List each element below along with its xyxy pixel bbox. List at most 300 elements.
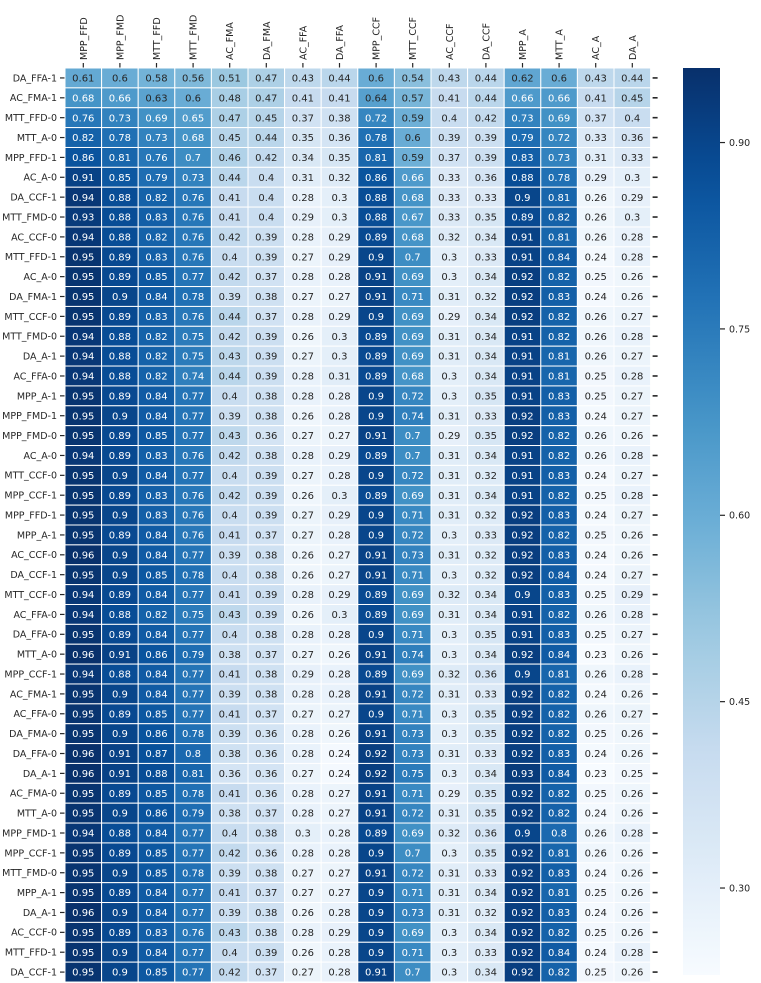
cell-value-label: 0.32	[474, 908, 498, 920]
cell-value-label: 0.69	[401, 331, 424, 343]
cell-value-label: 0.72	[401, 470, 424, 482]
cell-value-label: 0.85	[145, 788, 168, 800]
cell-value-label: 0.4	[258, 192, 275, 204]
cell-value-label: 0.31	[438, 550, 461, 562]
cell-value-label: 0.84	[145, 689, 168, 701]
cell-value-label: 0.83	[145, 451, 168, 463]
cell-value-label: 0.86	[145, 649, 168, 661]
cell-value-label: 0.82	[547, 431, 571, 443]
cell-value-label: 0.88	[364, 192, 388, 204]
cell-value-label: 0.78	[108, 133, 132, 145]
cell-value-label: 0.3	[441, 848, 458, 860]
cell-value-label: 0.9	[368, 470, 385, 482]
cell-value-label: 0.3	[331, 331, 348, 343]
cell-value-label: 0.28	[291, 311, 315, 323]
cell-value-label: 0.89	[108, 431, 132, 443]
cell-value-label: 0.72	[401, 530, 424, 542]
cell-value-label: 0.77	[181, 947, 205, 959]
cell-value-label: 0.91	[511, 351, 534, 363]
cell-value-label: 0.35	[328, 153, 351, 165]
cell-value-label: 0.75	[401, 768, 424, 780]
cell-value-label: 0.26	[291, 490, 315, 502]
cell-value-label: 0.77	[181, 908, 205, 920]
cell-value-label: 0.89	[108, 888, 132, 900]
cell-value-label: 0.35	[474, 729, 498, 741]
cell-value-label: 0.26	[621, 848, 644, 860]
cell-value-label: 0.89	[108, 788, 132, 800]
cell-value-label: 0.95	[72, 888, 95, 900]
cell-value-label: 0.4	[258, 172, 275, 184]
cell-value-label: 0.37	[255, 709, 278, 721]
cell-value-label: 0.28	[291, 788, 315, 800]
cell-value-label: 0.83	[547, 292, 571, 304]
cell-value-label: 0.39	[255, 252, 278, 264]
cell-value-label: 0.74	[401, 411, 424, 423]
cell-value-label: 0.45	[621, 93, 644, 105]
cell-value-label: 0.72	[547, 133, 571, 145]
cell-value-label: 0.27	[621, 629, 644, 641]
cell-value-label: 0.77	[181, 967, 205, 979]
colorbar-tick-label: 0.45	[729, 697, 751, 709]
cell-value-label: 0.76	[181, 451, 205, 463]
cell-value-label: 0.26	[621, 272, 644, 284]
cell-value-label: 0.9	[368, 888, 385, 900]
cell-value-label: 0.26	[291, 947, 315, 959]
cell-value-label: 0.93	[511, 768, 534, 780]
cell-value-label: 0.27	[291, 967, 315, 979]
cell-value-label: 0.91	[364, 272, 388, 284]
cell-value-label: 0.69	[401, 669, 424, 681]
cell-value-label: 0.91	[511, 451, 534, 463]
y-tick-label: MPP_FMD-1	[2, 828, 57, 840]
cell-value-label: 0.76	[181, 192, 205, 204]
cell-value-label: 0.85	[145, 570, 168, 582]
cell-value-label: 0.89	[108, 272, 132, 284]
y-tick-label: AC_FMA-1	[9, 689, 57, 701]
cell-value-label: 0.83	[547, 908, 571, 920]
cell-value-label: 0.43	[218, 610, 241, 622]
cell-value-label: 0.71	[401, 629, 424, 641]
colorbar-tick-label: 0.30	[729, 883, 751, 895]
cell-value-label: 0.29	[328, 510, 351, 522]
cell-value-label: 0.27	[291, 649, 315, 661]
y-tick-label: MPP_FMD-0	[2, 430, 57, 442]
cell-value-label: 0.28	[291, 629, 315, 641]
cell-value-label: 0.83	[145, 311, 168, 323]
cell-value-label: 0.39	[255, 590, 278, 602]
cell-value-label: 0.29	[328, 927, 351, 939]
cell-value-label: 0.27	[291, 868, 315, 880]
cell-value-label: 0.78	[181, 729, 205, 741]
cell-value-label: 0.82	[145, 610, 168, 622]
colorbar-tick-label: 0.90	[729, 137, 751, 149]
cell-value-label: 0.28	[328, 669, 351, 681]
cell-value-label: 0.3	[624, 172, 641, 184]
cell-value-label: 0.77	[181, 550, 205, 562]
cell-value-label: 0.62	[511, 73, 534, 85]
y-tick-label: MTT_FFD-1	[4, 252, 57, 264]
cell-value-label: 0.38	[255, 908, 278, 920]
cell-value-label: 0.94	[72, 331, 95, 343]
cell-value-label: 0.31	[438, 808, 461, 820]
cell-value-label: 0.92	[511, 292, 534, 304]
cell-value-label: 0.9	[111, 947, 128, 959]
cell-value-label: 0.95	[72, 431, 95, 443]
cell-value-label: 0.36	[328, 133, 351, 145]
cell-value-label: 0.82	[547, 729, 571, 741]
cell-value-label: 0.95	[72, 729, 95, 741]
cell-value-label: 0.31	[438, 470, 461, 482]
cell-value-label: 0.27	[291, 351, 315, 363]
cell-value-label: 0.39	[218, 729, 241, 741]
cell-value-label: 0.91	[108, 749, 132, 761]
cell-value-label: 0.27	[621, 709, 644, 721]
cell-value-label: 0.41	[218, 788, 241, 800]
cell-value-label: 0.73	[547, 153, 571, 165]
cell-value-label: 0.45	[255, 113, 278, 125]
cell-value-label: 0.92	[511, 550, 534, 562]
cell-value-label: 0.4	[221, 470, 238, 482]
cell-value-label: 0.35	[474, 431, 498, 443]
cell-value-label: 0.68	[72, 93, 95, 105]
cell-value-label: 0.34	[474, 888, 498, 900]
cell-value-label: 0.94	[72, 669, 95, 681]
cell-value-label: 0.34	[291, 153, 315, 165]
cell-value-label: 0.38	[255, 391, 278, 403]
cell-value-label: 0.31	[438, 331, 461, 343]
cell-value-label: 0.73	[401, 729, 424, 741]
cell-value-label: 0.23	[584, 768, 607, 780]
cell-value-label: 0.91	[511, 391, 534, 403]
cell-value-label: 0.7	[404, 967, 421, 979]
cell-value-label: 0.83	[145, 927, 168, 939]
cell-value-label: 0.84	[145, 669, 168, 681]
cell-value-label: 0.39	[255, 510, 278, 522]
cell-value-label: 0.36	[255, 788, 278, 800]
cell-value-label: 0.26	[584, 311, 607, 323]
y-tick-label: MTT_CCF-0	[4, 311, 57, 323]
cell-value-label: 0.73	[108, 113, 132, 125]
cell-value-label: 0.24	[584, 868, 607, 880]
cell-value-label: 0.95	[72, 292, 95, 304]
cell-value-label: 0.91	[364, 292, 388, 304]
cell-value-label: 0.44	[218, 311, 241, 323]
cell-value-label: 0.73	[401, 908, 424, 920]
cell-value-label: 0.92	[511, 808, 534, 820]
cell-value-label: 0.27	[328, 570, 351, 582]
cell-value-label: 0.27	[328, 709, 351, 721]
cell-value-label: 0.82	[145, 371, 168, 383]
cell-value-label: 0.24	[584, 947, 607, 959]
cell-value-label: 0.39	[218, 411, 241, 423]
cell-value-label: 0.32	[474, 510, 498, 522]
cell-value-label: 0.33	[474, 749, 498, 761]
cell-value-label: 0.69	[547, 113, 571, 125]
y-tick-label: MTT_FMD-0	[2, 212, 57, 224]
cell-value-label: 0.38	[255, 451, 278, 463]
cell-value-label: 0.9	[368, 927, 385, 939]
cell-value-label: 0.47	[255, 73, 278, 85]
cell-value-label: 0.82	[547, 808, 571, 820]
cell-value-label: 0.77	[181, 828, 205, 840]
cell-value-label: 0.33	[438, 172, 461, 184]
cell-value-label: 0.42	[474, 113, 498, 125]
cell-value-label: 0.28	[328, 272, 351, 284]
cell-value-label: 0.32	[438, 669, 461, 681]
cell-value-label: 0.77	[181, 669, 205, 681]
cell-value-label: 0.95	[72, 848, 95, 860]
cell-value-label: 0.27	[328, 808, 351, 820]
cell-value-label: 0.92	[511, 947, 534, 959]
cell-value-label: 0.27	[621, 391, 644, 403]
cell-value-label: 0.82	[145, 351, 168, 363]
cell-value-label: 0.28	[328, 848, 351, 860]
cell-value-label: 0.28	[328, 828, 351, 840]
cell-value-label: 0.42	[218, 232, 241, 244]
y-tick-label: MTT_A-0	[16, 132, 57, 144]
cell-value-label: 0.33	[474, 947, 498, 959]
cell-value-label: 0.9	[368, 391, 385, 403]
cell-value-label: 0.69	[145, 113, 168, 125]
cell-value-label: 0.38	[255, 828, 278, 840]
x-tick-label: AC_FFA	[298, 25, 310, 60]
cell-value-label: 0.84	[547, 570, 571, 582]
cell-value-label: 0.65	[181, 113, 205, 125]
cell-value-label: 0.85	[145, 868, 168, 880]
cell-value-label: 0.76	[181, 232, 205, 244]
cell-value-label: 0.94	[72, 590, 95, 602]
cell-value-label: 0.32	[328, 172, 351, 184]
cell-value-label: 0.64	[364, 93, 388, 105]
cell-value-label: 0.68	[401, 371, 424, 383]
cell-value-label: 0.39	[255, 947, 278, 959]
cell-value-label: 0.83	[145, 212, 168, 224]
cell-value-label: 0.69	[401, 590, 424, 602]
cell-value-label: 0.31	[438, 411, 461, 423]
cell-value-label: 0.69	[401, 927, 424, 939]
cell-value-label: 0.34	[474, 451, 498, 463]
cell-value-label: 0.69	[401, 610, 424, 622]
cell-value-label: 0.3	[331, 192, 348, 204]
y-tick-label: AC_FFA-0	[13, 371, 57, 383]
cell-value-label: 0.9	[111, 570, 128, 582]
y-tick-label: MTT_CCF-0	[4, 589, 57, 601]
cell-value-label: 0.78	[181, 292, 205, 304]
cell-value-label: 0.26	[584, 192, 607, 204]
cell-value-label: 0.73	[145, 133, 168, 145]
cell-value-label: 0.28	[621, 947, 644, 959]
cell-value-label: 0.73	[401, 749, 424, 761]
cell-value-label: 0.25	[584, 927, 607, 939]
cell-value-label: 0.71	[401, 947, 424, 959]
y-tick-label: MPP_FFD-1	[4, 510, 57, 522]
cell-value-label: 0.9	[368, 629, 385, 641]
cell-value-label: 0.28	[328, 689, 351, 701]
y-tick-label: MTT_FMD-0	[2, 868, 57, 880]
cell-value-label: 0.96	[72, 550, 95, 562]
cell-value-label: 0.28	[621, 490, 644, 502]
y-tick-label: MTT_FFD-1	[4, 947, 57, 959]
cell-value-label: 0.95	[72, 947, 95, 959]
cell-value-label: 0.3	[441, 649, 458, 661]
cell-value-label: 0.92	[511, 927, 534, 939]
cell-value-label: 0.71	[401, 570, 424, 582]
cell-value-label: 0.39	[255, 331, 278, 343]
cell-value-label: 0.31	[291, 172, 315, 184]
cell-value-label: 0.26	[621, 292, 644, 304]
cell-value-label: 0.92	[511, 570, 534, 582]
cell-value-label: 0.37	[255, 808, 278, 820]
cell-value-label: 0.26	[291, 908, 315, 920]
cell-value-label: 0.3	[441, 709, 458, 721]
cell-value-label: 0.28	[328, 629, 351, 641]
cell-value-label: 0.26	[291, 411, 315, 423]
cell-value-label: 0.25	[584, 788, 607, 800]
cell-value-label: 0.92	[511, 967, 534, 979]
cell-value-label: 0.85	[145, 967, 168, 979]
cell-value-label: 0.38	[255, 868, 278, 880]
cell-value-label: 0.27	[621, 351, 644, 363]
cell-value-label: 0.83	[547, 749, 571, 761]
cell-value-label: 0.24	[584, 550, 607, 562]
y-tick-label: AC_FMA-0	[9, 788, 57, 800]
colorbar-gradient	[683, 68, 720, 975]
cell-value-label: 0.4	[221, 391, 238, 403]
cell-value-label: 0.81	[364, 153, 388, 165]
cell-value-label: 0.3	[331, 490, 348, 502]
cell-value-label: 0.74	[401, 649, 424, 661]
cell-value-label: 0.39	[218, 689, 241, 701]
cell-value-label: 0.3	[331, 212, 348, 224]
cell-value-label: 0.23	[584, 649, 607, 661]
colorbar-tick-label: 0.75	[729, 324, 751, 336]
cell-value-label: 0.3	[441, 729, 458, 741]
cell-value-label: 0.28	[328, 908, 351, 920]
cell-value-label: 0.92	[511, 689, 534, 701]
cell-value-label: 0.47	[218, 113, 241, 125]
cell-value-label: 0.77	[181, 272, 205, 284]
cell-value-label: 0.88	[108, 212, 132, 224]
cell-value-label: 0.81	[547, 669, 571, 681]
cell-value-label: 0.9	[111, 868, 128, 880]
y-tick-label: DA_CCF-1	[10, 967, 57, 979]
cell-value-label: 0.92	[511, 749, 534, 761]
cell-value-label: 0.82	[547, 272, 571, 284]
cell-value-label: 0.24	[584, 411, 607, 423]
cell-value-label: 0.33	[474, 252, 498, 264]
cell-value-label: 0.31	[438, 888, 461, 900]
cell-value-label: 0.26	[621, 908, 644, 920]
cell-value-label: 0.9	[514, 192, 531, 204]
cell-value-label: 0.29	[328, 451, 351, 463]
cell-value-label: 0.83	[547, 550, 571, 562]
colorbar	[683, 68, 750, 975]
cell-value-label: 0.92	[364, 749, 388, 761]
cell-value-label: 0.3	[441, 927, 458, 939]
cell-value-label: 0.92	[511, 848, 534, 860]
cell-value-label: 0.89	[108, 490, 132, 502]
cell-value-label: 0.92	[511, 868, 534, 880]
y-tick-label: AC_CCF-0	[11, 232, 57, 244]
cell-value-label: 0.24	[584, 908, 607, 920]
cell-value-label: 0.27	[621, 470, 644, 482]
cell-value-label: 0.89	[364, 232, 388, 244]
cell-value-label: 0.95	[72, 272, 95, 284]
cell-value-label: 0.61	[72, 73, 95, 85]
cell-value-label: 0.95	[72, 411, 95, 423]
cell-value-label: 0.84	[145, 629, 168, 641]
cell-value-label: 0.66	[401, 172, 424, 184]
cell-value-label: 0.32	[438, 590, 461, 602]
cell-value-label: 0.29	[438, 788, 461, 800]
cell-value-label: 0.41	[218, 888, 241, 900]
cell-value-label: 0.9	[111, 808, 128, 820]
cell-value-label: 0.28	[291, 590, 315, 602]
cell-value-label: 0.91	[364, 570, 388, 582]
cell-value-label: 0.59	[401, 113, 424, 125]
cell-value-label: 0.31	[438, 510, 461, 522]
cell-value-label: 0.3	[441, 391, 458, 403]
cell-value-label: 0.37	[255, 888, 278, 900]
cell-value-label: 0.71	[401, 709, 424, 721]
cell-value-label: 0.92	[364, 768, 388, 780]
cell-value-label: 0.48	[218, 93, 241, 105]
cell-value-label: 0.33	[474, 411, 498, 423]
cell-value-label: 0.79	[181, 808, 205, 820]
cell-value-label: 0.96	[72, 649, 95, 661]
cell-value-label: 0.26	[584, 212, 607, 224]
cell-value-label: 0.95	[72, 311, 95, 323]
cell-value-label: 0.39	[218, 550, 241, 562]
cell-value-label: 0.88	[108, 669, 132, 681]
cell-value-label: 0.34	[474, 610, 498, 622]
cell-value-label: 0.71	[401, 510, 424, 522]
cell-value-label: 0.58	[145, 73, 168, 85]
cell-value-label: 0.27	[328, 888, 351, 900]
y-tick-label: DA_A-1	[22, 351, 57, 363]
cell-value-label: 0.4	[624, 113, 641, 125]
cell-value-label: 0.6	[111, 73, 128, 85]
cell-value-label: 0.86	[364, 172, 388, 184]
cell-value-label: 0.95	[72, 252, 95, 264]
cell-value-label: 0.69	[401, 311, 424, 323]
cell-value-label: 0.91	[108, 649, 132, 661]
cell-value-label: 0.41	[218, 669, 241, 681]
cell-value-label: 0.51	[218, 73, 241, 85]
cell-value-label: 0.4	[221, 252, 238, 264]
cell-value-label: 0.95	[72, 470, 95, 482]
cell-value-label: 0.83	[547, 868, 571, 880]
cell-value-label: 0.27	[621, 311, 644, 323]
cell-value-label: 0.66	[511, 93, 534, 105]
cell-value-label: 0.38	[255, 570, 278, 582]
cell-value-label: 0.33	[474, 530, 498, 542]
cell-value-label: 0.27	[328, 431, 351, 443]
cell-value-label: 0.77	[181, 411, 205, 423]
cell-value-label: 0.84	[145, 470, 168, 482]
cell-value-label: 0.89	[364, 669, 388, 681]
cell-value-label: 0.26	[328, 729, 351, 741]
cell-value-label: 0.28	[621, 669, 644, 681]
cell-value-label: 0.38	[255, 689, 278, 701]
y-tick-label: DA_A-1	[22, 907, 57, 919]
cell-value-label: 0.94	[72, 451, 95, 463]
y-tick-label: DA_FFA-0	[12, 748, 57, 760]
cell-value-label: 0.35	[474, 391, 498, 403]
x-tick-label: AC_FMA	[225, 22, 237, 60]
cell-value-label: 0.68	[181, 133, 205, 145]
cell-value-label: 0.42	[218, 451, 241, 463]
